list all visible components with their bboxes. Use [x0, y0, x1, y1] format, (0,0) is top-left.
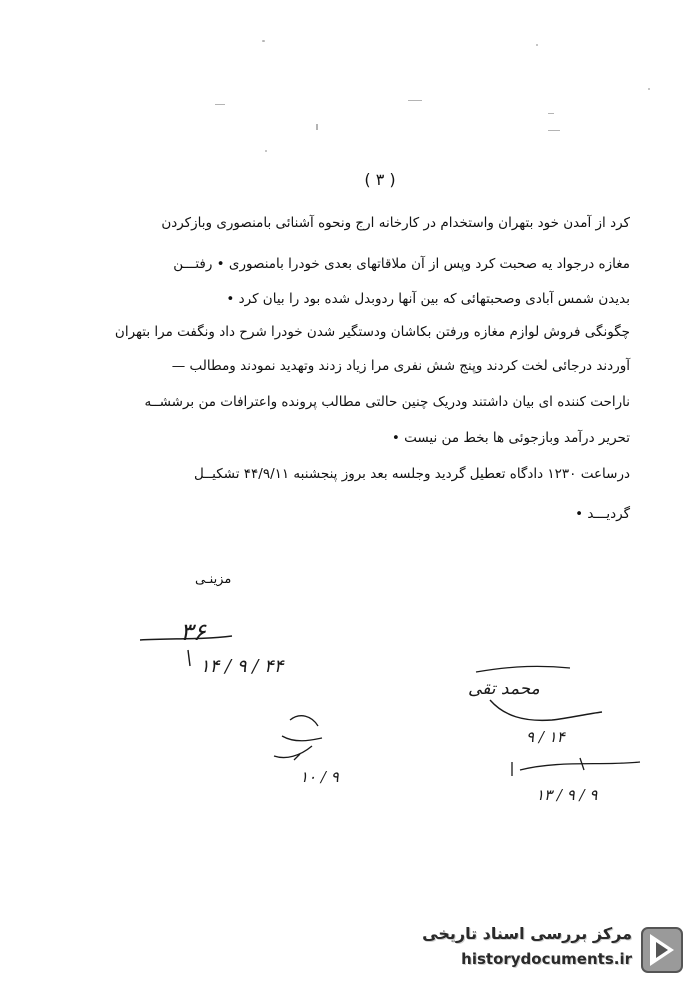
body-line-2: مغازه درجواد یه صحبت کرد وپس از آن ملاقاتهای بعدی خودرا بامنصوری • رفتـــن: [173, 256, 630, 272]
handwritten-number: ۳۶: [180, 618, 206, 646]
handwritten-date-right-1: ۹ / ۱۴: [526, 728, 565, 746]
body-line-4: چگونگی فروش لوازم مغازه ورفتن بکاشان ودستگیر شدن خودرا شرح داد ونگفت مرا بتهران: [114, 324, 630, 340]
handwritten-signature-right: محمد تقی: [468, 679, 540, 699]
body-line-6: ناراحت کننده ای بیان داشتند ودریک چنین حالتی مطالب پرونده واعترافات من برششــه: [144, 394, 630, 410]
archive-logo-icon: [638, 924, 686, 976]
typed-signature-name: مزینـی: [195, 572, 232, 587]
body-line-8: درساعت ۱۲۳۰ دادگاه تعطیل گردید وجلسه بعد بروز پنجشنبه ۴۴/۹/۱۱ تشکیــل: [194, 466, 630, 482]
page-number: ( ۳ ): [364, 170, 396, 189]
watermark-url: historydocuments.ir: [461, 950, 632, 968]
body-line-9: گردیـــد •: [575, 506, 630, 522]
watermark-title: مرکز بررسی اسناد تاریخی: [422, 924, 632, 943]
body-line-3: بدیدن شمس آبادی وصحبتهائی که بین آنها ردوبدل شده بود را بیان کرد •: [226, 291, 630, 307]
handwritten-date-right-2: ۱۳ / ۹ / ۹: [536, 786, 598, 804]
watermark: [406, 922, 686, 980]
body-line-7: تحریر درآمد وبازجوئی ها بخط من نیست •: [391, 430, 630, 446]
body-line-5: آوردند درجائی لخت کردند وپنج شش نفری مرا زیاد زدند وتهدید نمودند ومطالب —: [171, 358, 630, 374]
handwritten-initials-center: ۱۰ / ۹: [300, 768, 339, 786]
handwritten-date-left: ۱۴ / ۹ / ۴۴: [200, 656, 284, 677]
body-line-1: کرد از آمدن خود بتهران واستخدام در کارخانه ارج ونحوه آشنائی بامنصوری وبازکردن: [161, 215, 630, 231]
